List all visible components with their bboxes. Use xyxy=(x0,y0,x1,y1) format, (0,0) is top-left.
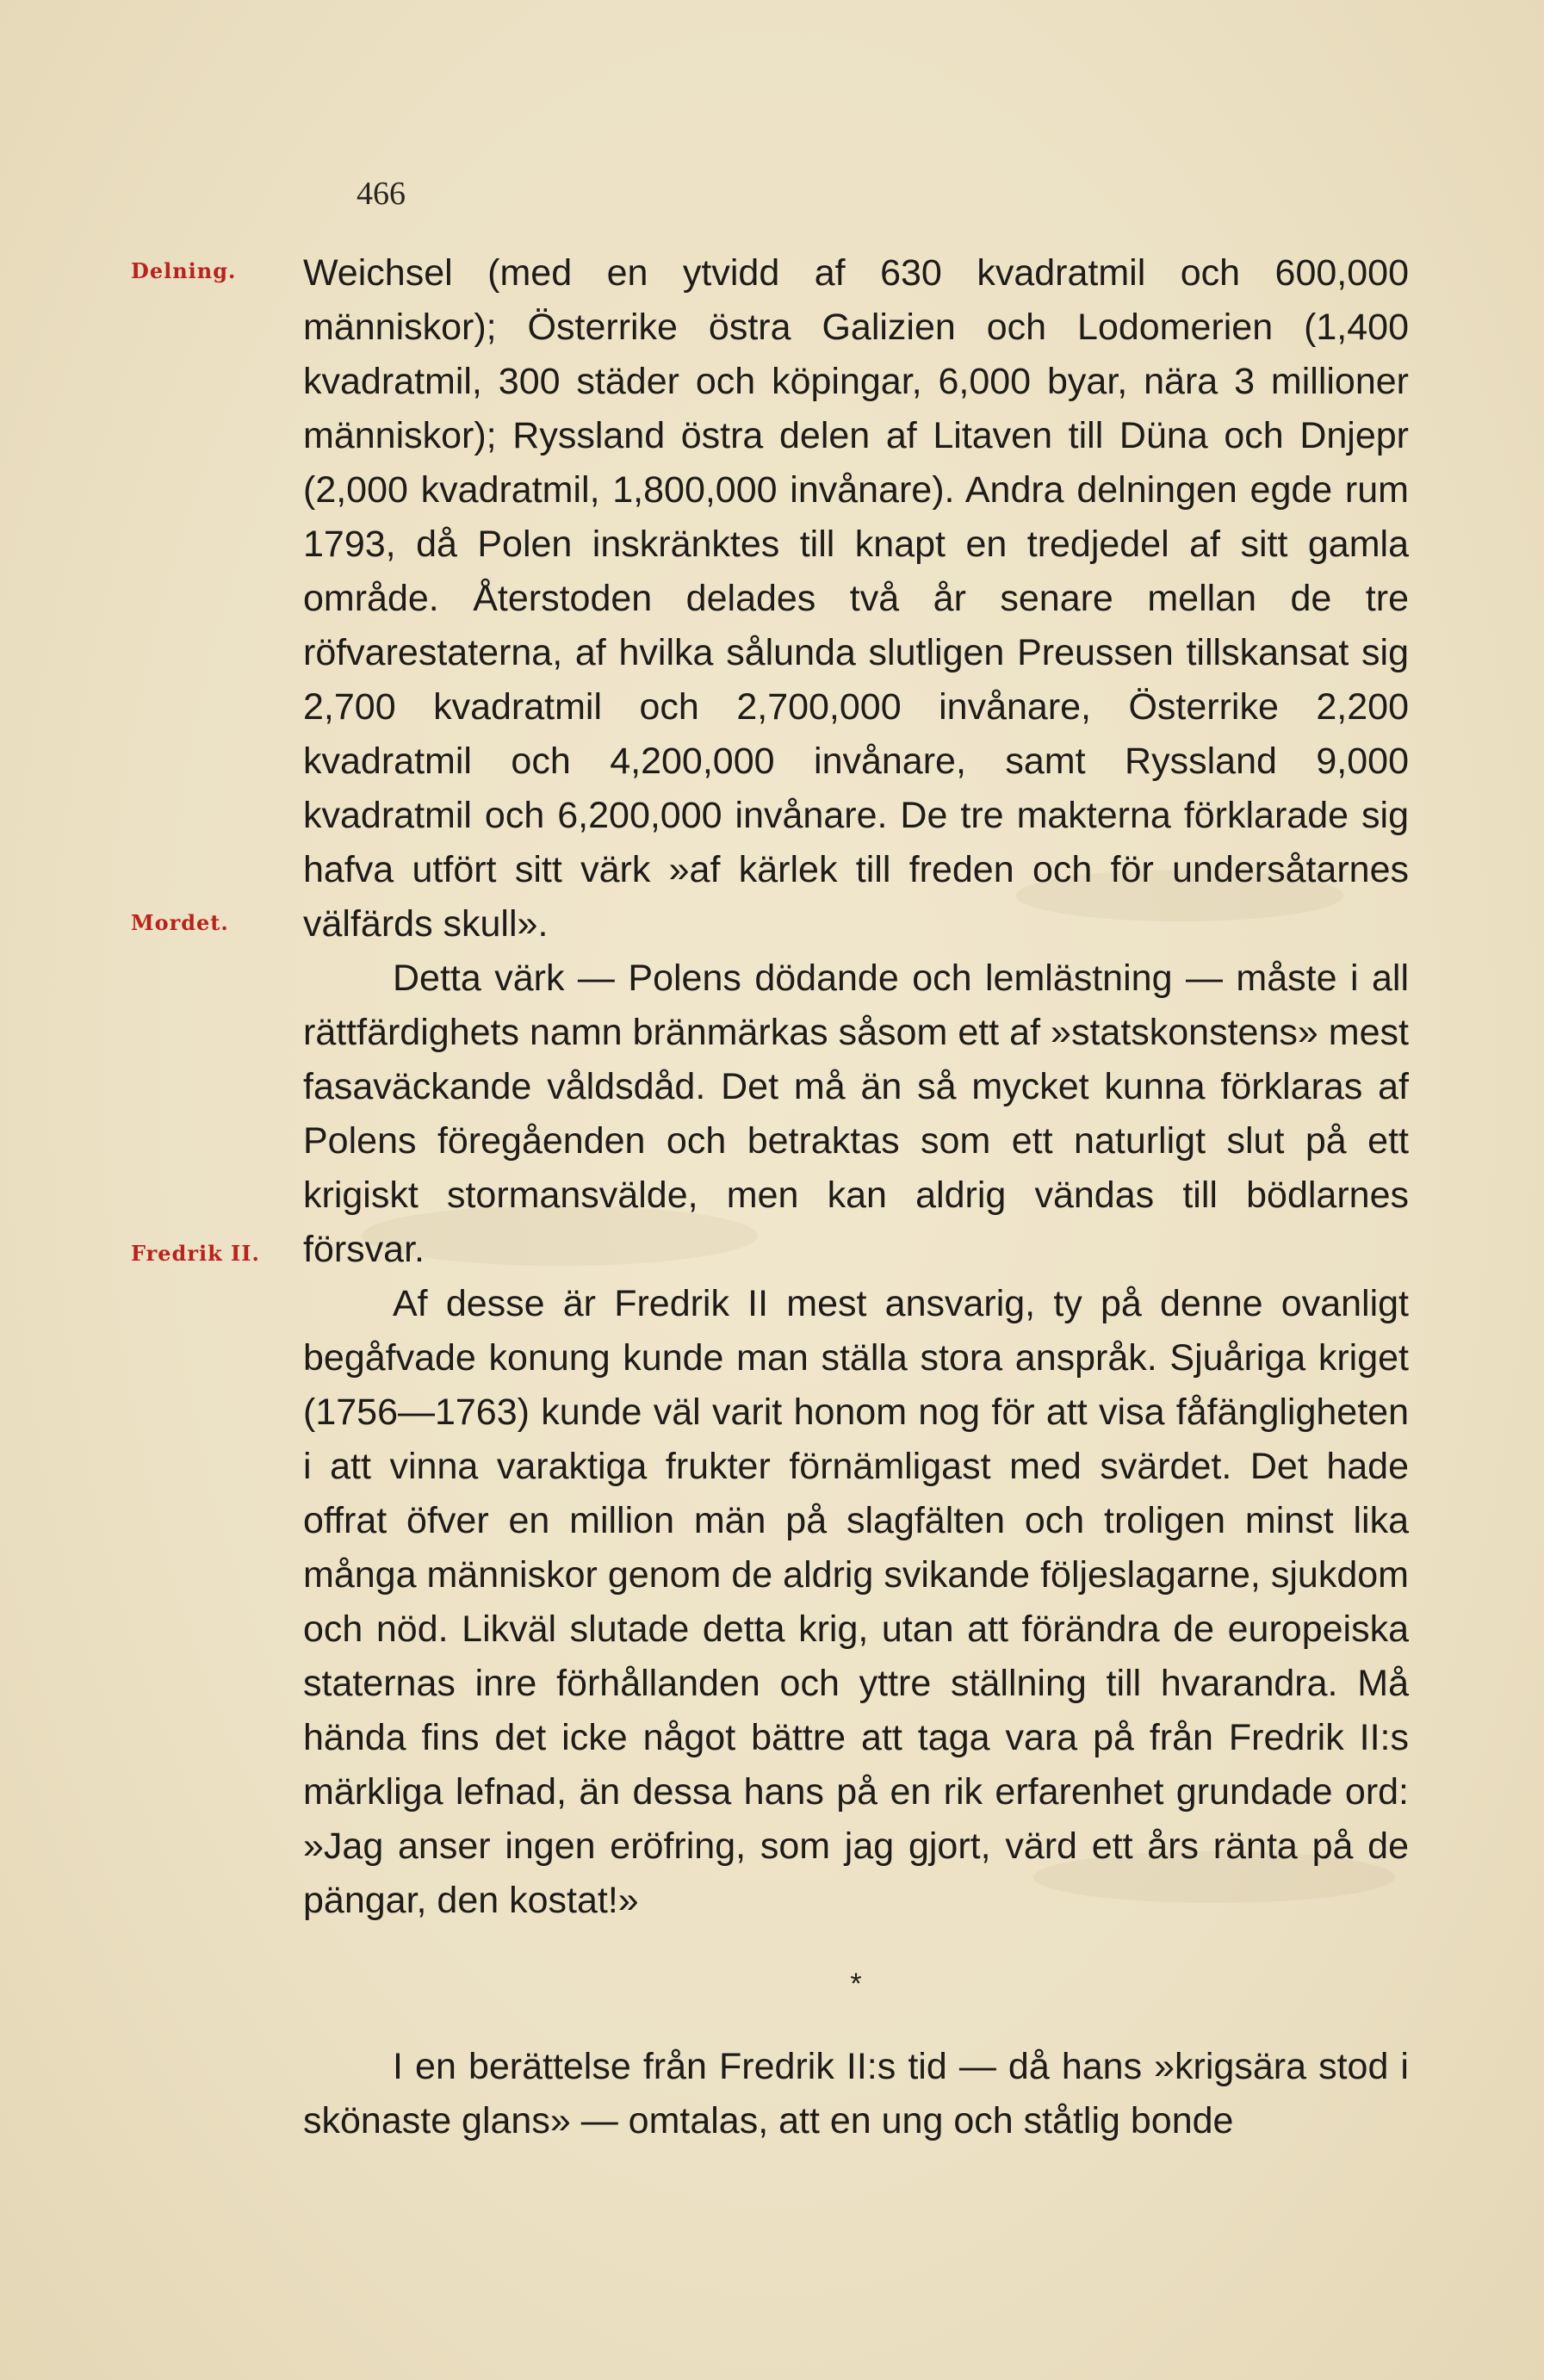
margin-note-mordet: Mordet. xyxy=(131,910,229,935)
paragraph-fredrik: Af desse är Fredrik II mest ansvarig, ty på denne ovanligt begåfvade konung kunde man ställa stora anspråk. Sjuåriga kriget (1756—1763) kunde väl varit honom nog för att visa fåfängligheten i att vinna varaktiga frukter förnämligast med svärdet. Det hade offrat öfver en million män på slagfälten och troligen minst lika många människor genom de aldrig svikande följeslagarne, sjukdom och nöd. Likväl slutade detta krig, utan att förändra de europeiska staternas inre förhållanden och yttre ställning till hvarandra. Må hända fins det icke något bättre att taga vara på från Fredrik II:s märkliga lefnad, än dessa hans på en rik erfarenhet grundade ord: »Jag anser ingen eröfring, som jag gjort, värd ett års ränta på de pängar, den kostat!» xyxy=(303,1283,1409,1921)
margin-note-fredrik: Fredrik II. xyxy=(131,1241,260,1266)
page-number: 466 xyxy=(357,176,406,212)
section-separator: * xyxy=(850,1968,862,2000)
paragraph-story: I en berättelse från Fredrik II:s tid — då hans »krigsära stod i skönaste glans» — omtalas, att en ung och ståtlig bonde xyxy=(303,2046,1409,2141)
paragraph-murder: Detta värk — Polens dödande och lemlästning — måste i all rättfärdighets namn bränmärkas såsom ett af »statskonstens» mest fasaväckande våldsdåd. Det må än så mycket kunna förklaras af Polens föregåenden och betraktas som ett naturligt slut på ett krigiskt stormansvälde, men kan aldrig vändas till bödlarnes försvar. xyxy=(303,958,1409,1270)
margin-note-delning: Delning. xyxy=(131,258,237,283)
body-text xyxy=(303,246,1409,2148)
paragraph-partition: Weichsel (med en ytvidd af 630 kvadratmil och 600,000 människor); Österrike östra Galizien och Lodomerien (1,400 kvadratmil, 300 städer och köpingar, 6,000 byar, nära 3 millioner människor); Ryssland östra delen af Litaven till Düna och Dnjepr (2,000 kvadratmil, 1,800,000 invånare). Andra delningen egde rum 1793, då Polen inskränktes till knapt en tredjedel af sitt gamla område. Återstoden delades två år senare mellan de tre röfvarestaterna, af hvilka sålunda slutligen Preussen tillskansat sig 2,700 kvadratmil och 2,700,000 invånare, Österrike 2,200 kvadratmil och 4,200,000 invånare, samt Ryssland 9,000 kvadratmil och 6,200,000 invånare. De tre makterna förklarade sig hafva utfört sitt värk »af kärlek till freden och för undersåtarnes välfärds skull». xyxy=(303,252,1409,945)
